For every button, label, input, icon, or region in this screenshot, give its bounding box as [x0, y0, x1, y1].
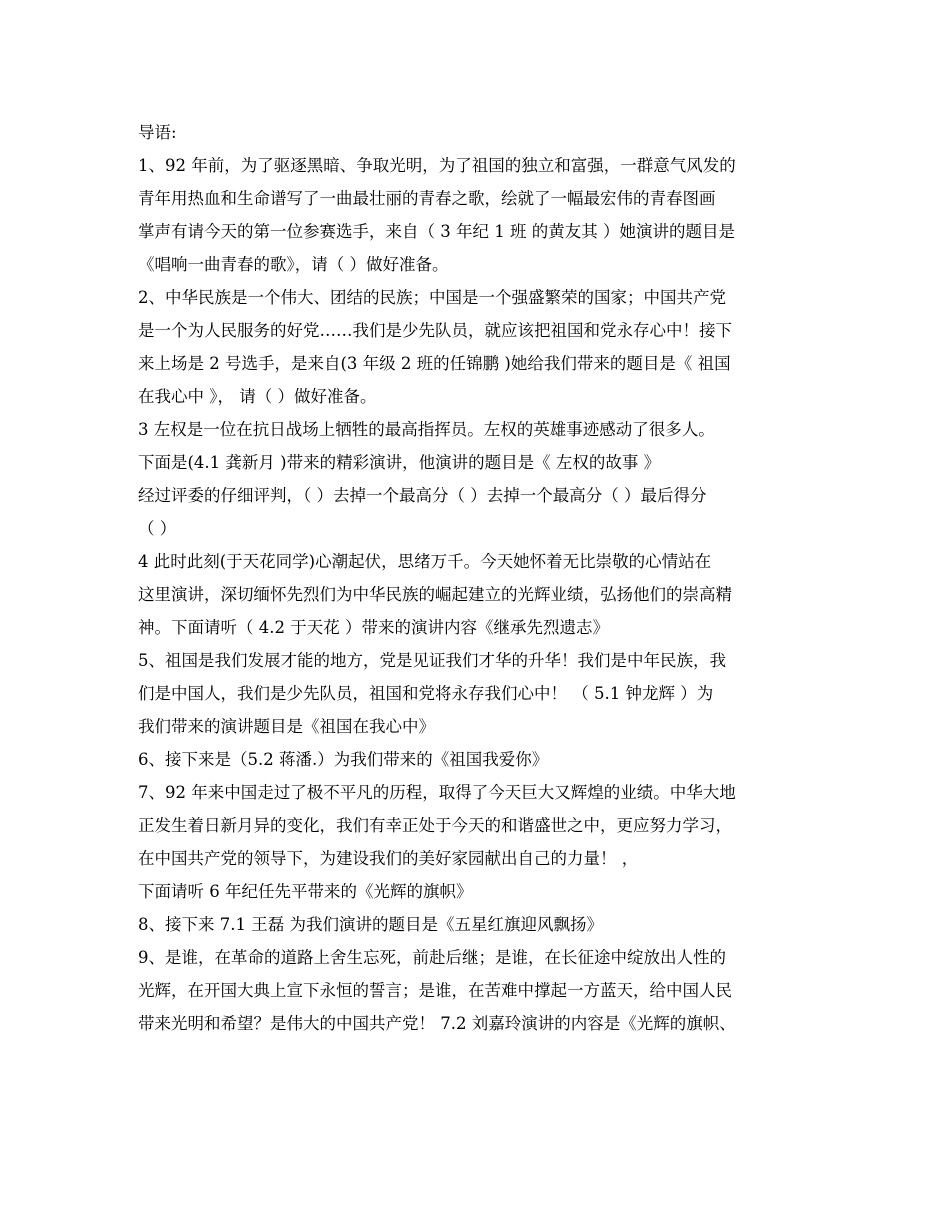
- text-line: 神。下面请听（ 4.2 于天花 ）带来的演讲内容《继承先烈遗志》: [138, 618, 609, 637]
- text-line: 导语:: [138, 123, 177, 142]
- text-line: 5、祖国是我们发展才能的地方，党是见证我们才华的升华！我们是中年民族，我: [138, 651, 726, 670]
- text-line: （ ）: [138, 519, 177, 538]
- text-line: 6、接下来是（5.2 蒋潘.）为我们带来的《祖国我爱你》: [138, 750, 549, 769]
- text-line: 经过评委的仔细评判，（ ）去掉一个最高分（ ）去掉一个最高分（ ）最后得分: [138, 486, 707, 505]
- text-line: 7、92 年来中国走过了极不平凡的历程，取得了今天巨大又辉煌的业绩。中华大地: [138, 783, 736, 802]
- text-line: 青年用热血和生命谱写了一曲最壮丽的青春之歌，绘就了一幅最宏伟的青春图画: [138, 189, 716, 208]
- text-line: 这里演讲，深切缅怀先烈们为中华民族的崛起建立的光辉业绩，弘扬他们的崇高精: [138, 585, 732, 604]
- text-line: 1、92 年前，为了驱逐黑暗、争取光明，为了祖国的独立和富强，一群意气风发的: [138, 156, 736, 175]
- text-line: 9、是谁，在革命的道路上舍生忘死，前赴后继；是谁，在长征途中绽放出人性的: [138, 948, 726, 967]
- text-line: 下面是(4.1 龚新月 )带来的精彩演讲，他演讲的题目是《 左权的故事 》: [138, 453, 661, 472]
- text-line: 我们带来的演讲题目是《祖国在我心中》: [138, 717, 435, 736]
- document-body: [138, 116, 818, 1040]
- text-line: 在中国共产党的领导下，为建设我们的美好家园献出自己的力量！ ，: [138, 849, 639, 868]
- text-line: 们是中国人，我们是少先队员，祖国和党将永存我们心中！ （ 5.1 钟龙辉 ）为: [138, 684, 714, 703]
- text-line: 掌声有请今天的第一位参赛选手，来自（ 3 年纪 1 班 的黄友其 ）她演讲的题目是: [138, 222, 735, 241]
- text-line: 《唱响一曲青春的歌》，请（ ）做好准备。: [138, 255, 449, 274]
- text-line: 2、中华民族是一个伟大、团结的民族；中国是一个强盛繁荣的国家；中国共产党: [138, 288, 726, 307]
- text-line: 在我心中 》， 请（ ）做好准备。: [138, 387, 377, 406]
- text-line: 8、接下来 7.1 王磊 为我们演讲的题目是《五星红旗迎风飘扬》: [138, 915, 603, 934]
- text-line: 下面请听 6 年纪任先平带来的《光辉的旗帜》: [138, 882, 473, 901]
- text-line: 3 左权是一位在抗日战场上牺牲的最高指挥员。左权的英雄事迹感动了很多人。: [138, 420, 715, 439]
- text-line: 带来光明和希望？是伟大的中国共产党！ 7.2 刘嘉玲演讲的内容是《光辉的旗帜、: [138, 1014, 736, 1033]
- text-line: 4 此时此刻(于天花同学)心潮起伏，思绪万千。今天她怀着无比崇敬的心情站在: [138, 552, 712, 571]
- text-line: 是一个为人民服务的好党……我们是少先队员，就应该把祖国和党永存心中！接下: [138, 321, 732, 340]
- text-line: 光辉，在开国大典上宣下永恒的誓言；是谁，在苦难中撑起一方蓝天，给中国人民: [138, 981, 732, 1000]
- text-line: 来上场是 2 号选手，是来自(3 年级 2 班的任锦鹏 )她给我们带来的题目是《 祖国: [138, 354, 731, 373]
- text-line: 正发生着日新月异的变化，我们有幸正处于今天的和谐盛世之中，更应努力学习，: [138, 816, 732, 835]
